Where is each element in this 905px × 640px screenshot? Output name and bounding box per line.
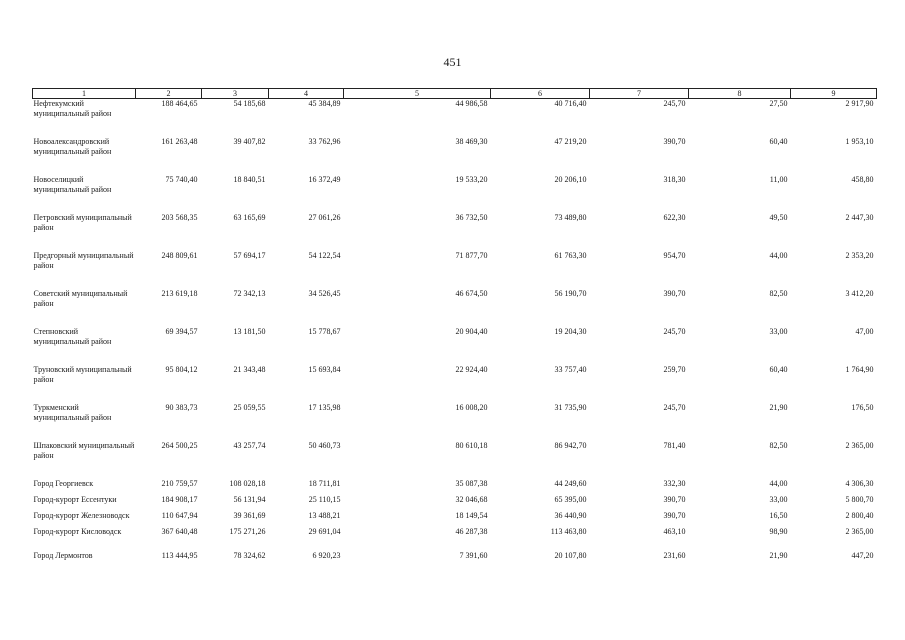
table-cell: 60,40 bbox=[769, 365, 788, 374]
table-cell: 184 908,17 bbox=[161, 495, 198, 504]
table-row bbox=[33, 403, 877, 441]
table-cell: 390,70 bbox=[663, 137, 686, 146]
table-cell: 259,70 bbox=[663, 365, 686, 374]
table-cell: 49,50 bbox=[769, 213, 788, 222]
page-number: 451 bbox=[443, 55, 462, 69]
row-label: Город-курорт Железноводск bbox=[33, 511, 130, 520]
table-cell: 2 447,30 bbox=[845, 213, 874, 222]
table-cell: 463,10 bbox=[663, 527, 686, 536]
table-cell: 213 619,18 bbox=[161, 289, 198, 298]
row-label: Нефтекумский муниципальный район bbox=[33, 99, 112, 118]
table-cell: 20 107,80 bbox=[554, 551, 587, 560]
table-cell: 86 942,70 bbox=[554, 441, 587, 450]
row-label: Город-курорт Кисловодск bbox=[33, 527, 122, 536]
table-cell: 44 986,58 bbox=[455, 99, 488, 108]
table-cell: 16 008,20 bbox=[455, 403, 488, 412]
column-header: 5 bbox=[344, 89, 491, 99]
table-cell: 7 391,60 bbox=[459, 551, 488, 560]
table-cell: 27,50 bbox=[769, 99, 788, 108]
table-cell: 1 953,10 bbox=[845, 137, 874, 146]
table-cell: 27 061,26 bbox=[308, 213, 341, 222]
table-cell: 98,90 bbox=[769, 527, 788, 536]
table-cell: 39 407,82 bbox=[233, 137, 266, 146]
table-cell: 19 533,20 bbox=[455, 175, 488, 184]
row-label: Город-курорт Ессентуки bbox=[33, 495, 117, 504]
table-cell: 82,50 bbox=[769, 441, 788, 450]
table-cell: 36 732,50 bbox=[455, 213, 488, 222]
table-cell: 25 110,15 bbox=[308, 495, 341, 504]
table-cell: 3 412,20 bbox=[845, 289, 874, 298]
table-cell: 264 500,25 bbox=[161, 441, 198, 450]
table-cell: 72 342,13 bbox=[233, 289, 266, 298]
table-cell: 203 568,35 bbox=[161, 213, 198, 222]
table-cell: 47,00 bbox=[855, 327, 874, 336]
table-cell: 18 149,54 bbox=[455, 511, 488, 520]
row-label: Труновский муниципальный район bbox=[33, 365, 132, 384]
table-cell: 38 469,30 bbox=[455, 137, 488, 146]
table-cell: 245,70 bbox=[663, 403, 686, 412]
table-cell: 36 440,90 bbox=[554, 511, 587, 520]
table-cell: 6 920,23 bbox=[312, 551, 341, 560]
table-cell: 56 190,70 bbox=[554, 289, 587, 298]
table-cell: 61 763,30 bbox=[554, 251, 587, 260]
table-cell: 50 460,73 bbox=[308, 441, 341, 450]
table-cell: 318,30 bbox=[663, 175, 686, 184]
table-cell: 35 087,38 bbox=[455, 479, 488, 488]
column-header: 8 bbox=[689, 89, 791, 99]
table-cell: 332,30 bbox=[663, 479, 686, 488]
table-cell: 29 691,04 bbox=[308, 527, 341, 536]
table-row bbox=[33, 527, 877, 551]
table-cell: 47 219,20 bbox=[554, 137, 587, 146]
table-cell: 18 840,51 bbox=[233, 175, 266, 184]
table-cell: 21 343,48 bbox=[233, 365, 266, 374]
table-cell: 781,40 bbox=[663, 441, 686, 450]
table-cell: 33 757,40 bbox=[554, 365, 587, 374]
table-cell: 4 306,30 bbox=[845, 479, 874, 488]
column-header: 2 bbox=[136, 89, 202, 99]
table-cell: 390,70 bbox=[663, 289, 686, 298]
row-label: Предгорный муниципальный район bbox=[33, 251, 134, 270]
column-number-row bbox=[33, 89, 877, 99]
table-cell: 390,70 bbox=[663, 511, 686, 520]
row-label: Туркменский муниципальный район bbox=[33, 403, 112, 422]
table-cell: 2 365,00 bbox=[845, 441, 874, 450]
column-header: 7 bbox=[590, 89, 689, 99]
table-cell: 176,50 bbox=[851, 403, 874, 412]
table-cell: 43 257,74 bbox=[233, 441, 266, 450]
table-cell: 11,00 bbox=[769, 175, 788, 184]
table-row bbox=[33, 365, 877, 403]
table-cell: 113 444,95 bbox=[161, 551, 198, 560]
table-cell: 63 165,69 bbox=[233, 213, 266, 222]
table-row bbox=[33, 175, 877, 213]
table-cell: 20 904,40 bbox=[455, 327, 488, 336]
table-cell: 110 647,94 bbox=[161, 511, 198, 520]
table-cell: 2 365,00 bbox=[845, 527, 874, 536]
table-row bbox=[33, 551, 877, 567]
table-cell: 44,00 bbox=[769, 251, 788, 260]
row-label: Степновский муниципальный район bbox=[33, 327, 112, 346]
column-header: 9 bbox=[791, 89, 877, 99]
table-cell: 188 464,65 bbox=[161, 99, 198, 108]
table-cell: 248 809,61 bbox=[161, 251, 198, 260]
row-label: Город Лермонтов bbox=[33, 551, 93, 560]
table-cell: 22 924,40 bbox=[455, 365, 488, 374]
table-cell: 19 204,30 bbox=[554, 327, 587, 336]
table-cell: 245,70 bbox=[663, 99, 686, 108]
table-row bbox=[33, 213, 877, 251]
table-cell: 210 759,57 bbox=[161, 479, 198, 488]
table-cell: 75 740,40 bbox=[165, 175, 198, 184]
table-cell: 447,20 bbox=[851, 551, 874, 560]
table-row bbox=[33, 495, 877, 511]
table-cell: 44,00 bbox=[769, 479, 788, 488]
table-cell: 2 800,40 bbox=[845, 511, 874, 520]
table-cell: 31 735,90 bbox=[554, 403, 587, 412]
table-cell: 21,90 bbox=[769, 403, 788, 412]
table-cell: 33,00 bbox=[769, 327, 788, 336]
table-cell: 20 206,10 bbox=[554, 175, 587, 184]
table-cell: 245,70 bbox=[663, 327, 686, 336]
table-row bbox=[33, 511, 877, 527]
table-cell: 69 394,57 bbox=[165, 327, 198, 336]
table-row bbox=[33, 289, 877, 327]
table-cell: 16,50 bbox=[769, 511, 788, 520]
column-header: 4 bbox=[269, 89, 344, 99]
table-cell: 175 271,26 bbox=[229, 527, 266, 536]
budget-table bbox=[32, 88, 877, 567]
table-cell: 5 800,70 bbox=[845, 495, 874, 504]
table-cell: 54 122,54 bbox=[308, 251, 341, 260]
table-body bbox=[33, 99, 877, 568]
table-cell: 40 716,40 bbox=[554, 99, 587, 108]
table-cell: 954,70 bbox=[663, 251, 686, 260]
table-cell: 1 764,90 bbox=[845, 365, 874, 374]
row-label: Петровский муниципальный район bbox=[33, 213, 132, 232]
table-cell: 46 674,50 bbox=[455, 289, 488, 298]
table-cell: 57 694,17 bbox=[233, 251, 266, 260]
table-cell: 46 287,38 bbox=[455, 527, 488, 536]
table-row bbox=[33, 327, 877, 365]
table-cell: 15 693,84 bbox=[308, 365, 341, 374]
table-cell: 113 463,80 bbox=[550, 527, 587, 536]
table-row bbox=[33, 99, 877, 138]
row-label: Шпаковский муниципальный район bbox=[33, 441, 135, 460]
table-cell: 54 185,68 bbox=[233, 99, 266, 108]
table-cell: 60,40 bbox=[769, 137, 788, 146]
row-label: Новоалександровский муниципальный район bbox=[33, 137, 112, 156]
table-cell: 108 028,18 bbox=[229, 479, 266, 488]
table-cell: 80 610,18 bbox=[455, 441, 488, 450]
table-cell: 161 263,48 bbox=[161, 137, 198, 146]
table-cell: 56 131,94 bbox=[233, 495, 266, 504]
table-cell: 458,80 bbox=[851, 175, 874, 184]
table-cell: 71 877,70 bbox=[455, 251, 488, 260]
table-cell: 45 384,89 bbox=[308, 99, 341, 108]
row-label: Город Георгиевск bbox=[33, 479, 94, 488]
table-cell: 622,30 bbox=[663, 213, 686, 222]
table-cell: 18 711,81 bbox=[308, 479, 341, 488]
column-header: 1 bbox=[33, 89, 136, 99]
table-cell: 25 059,55 bbox=[233, 403, 266, 412]
table-row bbox=[33, 251, 877, 289]
table-cell: 39 361,69 bbox=[233, 511, 266, 520]
table-cell: 17 135,98 bbox=[308, 403, 341, 412]
table-cell: 65 395,00 bbox=[554, 495, 587, 504]
table-cell: 95 804,12 bbox=[165, 365, 198, 374]
table-row bbox=[33, 479, 877, 495]
row-label: Новоселицкий муниципальный район bbox=[33, 175, 112, 194]
table-cell: 78 324,62 bbox=[233, 551, 266, 560]
column-header: 3 bbox=[202, 89, 269, 99]
table-cell: 33,00 bbox=[769, 495, 788, 504]
table-cell: 90 383,73 bbox=[165, 403, 198, 412]
table-cell: 33 762,96 bbox=[308, 137, 341, 146]
table-cell: 2 917,90 bbox=[845, 99, 874, 108]
table-cell: 390,70 bbox=[663, 495, 686, 504]
column-header: 6 bbox=[491, 89, 590, 99]
table-cell: 73 489,80 bbox=[554, 213, 587, 222]
table-cell: 367 640,48 bbox=[161, 527, 198, 536]
table-row bbox=[33, 137, 877, 175]
table-cell: 82,50 bbox=[769, 289, 788, 298]
table-row bbox=[33, 441, 877, 479]
table-cell: 2 353,20 bbox=[845, 251, 874, 260]
table-cell: 16 372,49 bbox=[308, 175, 341, 184]
table-cell: 231,60 bbox=[663, 551, 686, 560]
table-cell: 15 778,67 bbox=[308, 327, 341, 336]
table-cell: 32 046,68 bbox=[455, 495, 488, 504]
table-cell: 44 249,60 bbox=[554, 479, 587, 488]
table-cell: 21,90 bbox=[769, 551, 788, 560]
table-cell: 34 526,45 bbox=[308, 289, 341, 298]
table-cell: 13 488,21 bbox=[308, 511, 341, 520]
table-cell: 13 181,50 bbox=[233, 327, 266, 336]
row-label: Советский муниципальный район bbox=[33, 289, 128, 308]
